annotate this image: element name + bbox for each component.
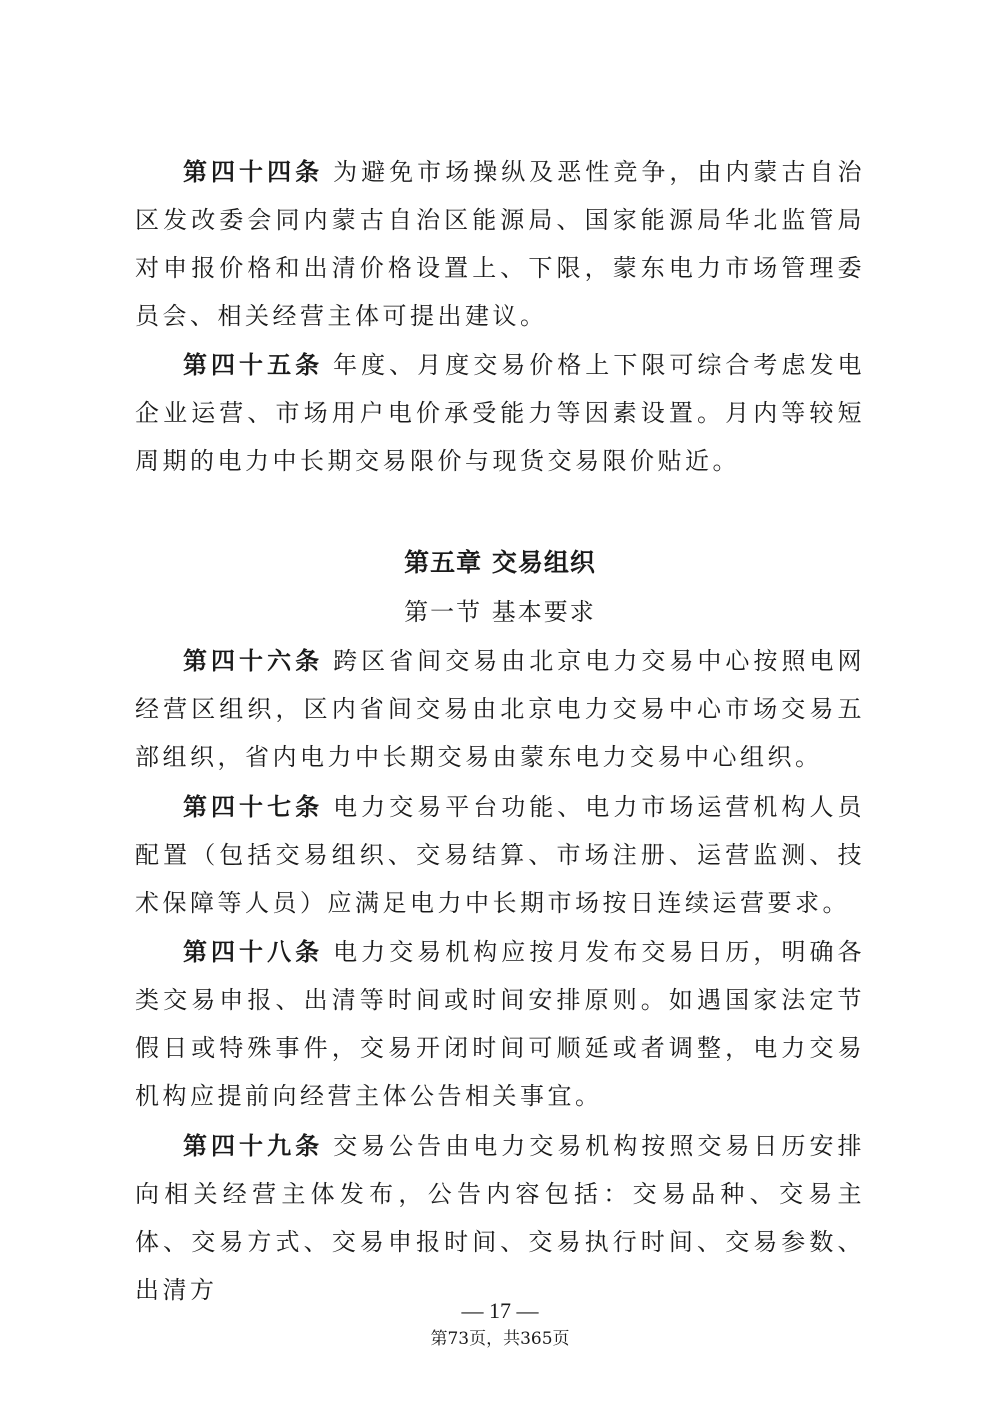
- page-number: — 17 —: [461, 1298, 539, 1323]
- article-label: 第四十八条: [183, 937, 324, 966]
- article-label: 第四十四条: [183, 157, 324, 186]
- article-44: [135, 148, 865, 340]
- section-title: 第一节 基本要求: [404, 598, 596, 626]
- article-label: 第四十九条: [183, 1131, 324, 1160]
- article-label: 第四十七条: [183, 792, 324, 821]
- article-text: 为避免市场操纵及恶性竞争，由内蒙古自治区发改委会同内蒙古自治区能源局、国家能源局华北监管局对申报价格和出清价格设置上、下限，蒙东电力市场管理委员会、相关经营主体可提出建议。: [135, 158, 865, 330]
- article-46: [135, 637, 865, 781]
- article-text: 年度、月度交易价格上下限可综合考虑发电企业运营、市场用户电价承受能力等因素设置。月内等较短周期的电力中长期交易限价与现货交易限价贴近。: [135, 351, 865, 475]
- article-47: [135, 783, 865, 927]
- article-49: [135, 1122, 865, 1314]
- article-text: 跨区省间交易由北京电力交易中心按照电网经营区组织，区内省间交易由北京电力交易中心市场交易五部组织，省内电力中长期交易由蒙东电力交易中心组织。: [135, 647, 865, 771]
- article-label: 第四十六条: [183, 646, 324, 675]
- article-text: 电力交易平台功能、电力市场运营机构人员配置（包括交易组织、交易结算、市场注册、运营监测、技术保障等人员）应满足电力中长期市场按日连续运营要求。: [135, 793, 865, 917]
- article-45: [135, 341, 865, 485]
- article-text: 电力交易机构应按月发布交易日历，明确各类交易申报、出清等时间或时间安排原则。如遇国家法定节假日或特殊事件，交易开闭时间可顺延或者调整，电力交易机构应提前向经营主体公告相关事宜。: [135, 938, 865, 1110]
- article-label: 第四十五条: [183, 350, 324, 379]
- article-text: 交易公告由电力交易机构按照交易日历安排向相关经营主体发布，公告内容包括：交易品种、交易主体、交易方式、交易申报时间、交易执行时间、交易参数、出清方: [135, 1132, 865, 1304]
- page-total: 第73页，共365页: [430, 1329, 570, 1349]
- chapter-title: 第五章 交易组织: [404, 548, 596, 577]
- article-48: [135, 928, 865, 1120]
